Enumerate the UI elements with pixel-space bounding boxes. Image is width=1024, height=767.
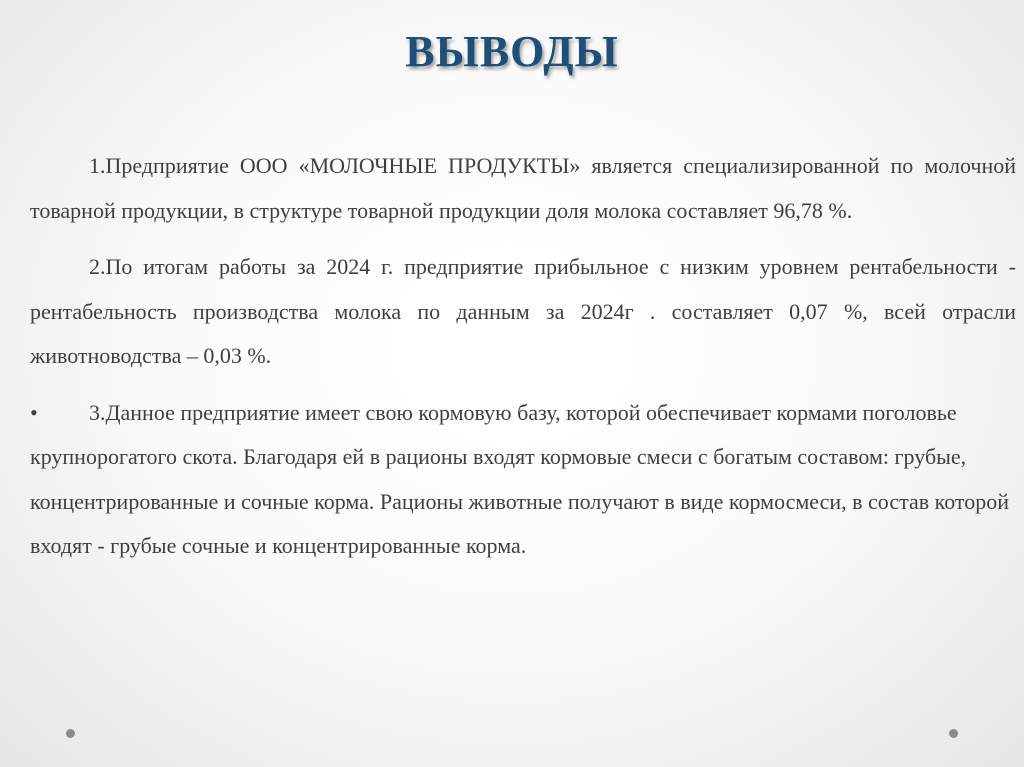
slide-title: ВЫВОДЫ — [405, 27, 619, 76]
conclusion-bullet-3 — [30, 391, 1016, 569]
bullet-marker: • — [30, 399, 38, 425]
slide-content — [30, 144, 1016, 569]
left-corner-dot-icon — [66, 729, 75, 738]
right-corner-dot-icon — [949, 729, 958, 738]
conclusion-paragraph-1: 1.Предприятие ООО «МОЛОЧНЫЕ ПРОДУКТЫ» является специализированной по молочной товарной продукции, в структуре товарной продукции доля молока составляет 96,78 %. — [30, 153, 1016, 223]
conclusion-paragraph-3: 3.Данное предприятие имеет свою кормовую базу, которой обеспечивает кормами поголовье крупнорогатого скота. Благодаря ей в рационы входят кормовые смеси с богатым составом: грубые, концентрированные и сочные корма. Рационы животные получают в виде кормосмеси, в состав которой входят - грубые сочные и концентрированные корма. — [30, 399, 1010, 558]
conclusion-paragraph-2: 2.По итогам работы за 2024 г. предприятие прибыльное с низким уровнем рентабельности - рентабельность производства молока по данным за 2024г . составляет 0,07 %, всей отрасли животноводства – 0,03 %. — [30, 254, 1016, 368]
